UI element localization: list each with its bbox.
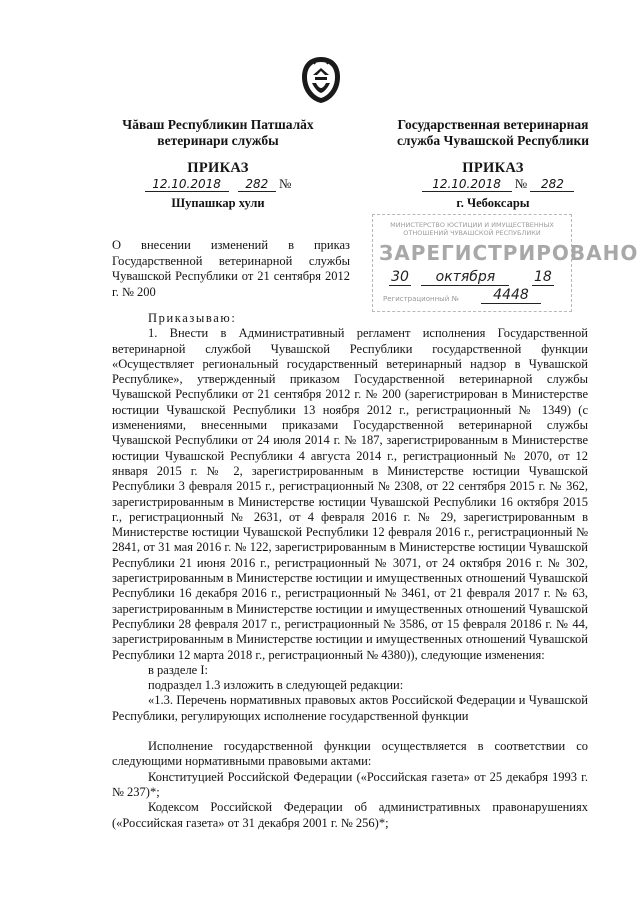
right-order-number: 282 xyxy=(530,177,574,192)
left-order-word: ПРИКАЗ xyxy=(187,160,249,176)
right-order-word: ПРИКАЗ xyxy=(462,160,524,176)
stamp-reg-number: 4448 xyxy=(481,287,541,304)
stamp-reg-label: Регистрационный № xyxy=(383,295,459,303)
right-org-line-2: служба Чувашской Республики xyxy=(396,133,590,148)
left-org-line-1: Чăваш Республикин Патшалăх xyxy=(122,117,314,132)
stamp-date-month: октября xyxy=(421,269,509,286)
paragraph-spacer xyxy=(112,724,588,739)
right-number-sign: № xyxy=(514,176,528,191)
stamp-date-day: 30 xyxy=(389,269,411,286)
right-org-line-1: Государственная ветеринарная xyxy=(397,117,589,132)
paragraph-acts-intro: Исполнение государственной функции осуществляется в соответствии со следующими нормативными правовыми актами: xyxy=(112,739,588,769)
stamp-date xyxy=(389,269,554,286)
stamp-status: ЗАРЕГИСТРИРОВАНО xyxy=(379,241,639,265)
right-org-name xyxy=(388,117,598,149)
paragraph-1-3-heading: «1.3. Перечень нормативных правовых актов Российской Федерации и Чувашской Республики, регулирующих исполнение государственной функции xyxy=(112,693,588,723)
left-number-sign: № xyxy=(279,176,292,191)
left-order-date: 12.10.2018 xyxy=(145,177,229,192)
right-city: г. Чебоксары xyxy=(456,196,530,210)
order-word: Приказываю: xyxy=(148,311,237,325)
paragraph-1: 1. Внести в Административный регламент исполнения Государственной ветеринарной службой Чувашской Республики государственной функции «Осуществляет региональный государственный ветеринарный надзор в Чувашской Республике», утвержденный приказом Государственной ветеринарной службы Чувашской Республики от 21 сентября 2012 г. № 200 (зарегистрирован в Министерстве юстиции Чувашской Республики 13 ноября 2012 г., регистрационный № 1349) (с изменениями, внесенными приказами Государственной ветеринарной службы Чувашской Республики от 24 июля 2014 г. № 187, зарегистрированным в Министерстве юстиции Чувашской Республики 4 августа 2014 г., регистрационный № 2070, от 12 января 2015 г. № 2, зарегистрированным в Министерстве юстиции Чувашской Республики 3 февраля 2015 г., регистрационный № 2308, от 22 сентября 2015 г. № 362, зарегистрированным в Министерстве юстиции Чувашской Республики 16 октября 2015 г., регистрационный № 2631, от 4 февраля 2016 г. № 29, зарегистрированным в Министерстве юстиции Чувашской Республики 12 февраля 2016 г., регистрационный № 2841, от 31 мая 2016 г. № 122, зарегистрированным в Министерстве юстиции Чувашской Республики 21 июня 2016 г., регистрационный № 3071, от 24 октября 2016 г. № 302, зарегистрированным в Министерстве юстиции и имущественных отношений Чувашской Республики 16 декабря 2016 г., регистрационный № 3461, от 21 февраля 2017 г. № 63, зарегистрированным в Министерстве юстиции и имущественных отношений Чувашской Республики 28 февраля 2017 г., регистрационный № 3586, от 15 февраля 20186 г. № 44, зарегистрированным в Министерстве юстиции и имущественных отношений Чувашской Республики 12 марта 2018 г., регистрационный № 4380)), следующие изменения: xyxy=(112,326,588,662)
paragraph-koap: Кодексом Российской Федерации об административных правонарушениях («Российская газета» от 31 декабря 2001 г. № 256)*; xyxy=(112,800,588,830)
right-order-date: 12.10.2018 xyxy=(422,177,512,192)
left-org-name xyxy=(118,117,318,149)
left-date-number xyxy=(118,176,318,192)
registration-stamp xyxy=(372,214,639,312)
order-body xyxy=(112,311,588,831)
stamp-date-year: 18 xyxy=(532,269,554,286)
left-org-line-2: ветеринари службы xyxy=(157,133,279,148)
left-city: Шупашкар хули xyxy=(171,196,265,210)
left-order-number: 282 xyxy=(238,177,276,192)
stamp-org-line: МИНИСТЕРСТВО ЮСТИЦИИ И ИМУЩЕСТВЕННЫХ ОТНОШЕНИЙ ЧУВАШСКОЙ РЕСПУБЛИКИ xyxy=(390,221,554,237)
paragraph-subsection: подраздел 1.3 изложить в следующей редакции: xyxy=(148,678,404,693)
right-date-number xyxy=(398,176,598,192)
paragraph-constitution: Конституцией Российской Федерации («Российская газета» от 25 декабря 1993 г. № 237)*; xyxy=(112,769,588,799)
paragraph-section: в разделе I: xyxy=(148,662,208,677)
chuvash-emblem-icon xyxy=(299,55,343,105)
order-title: О внесении изменений в приказ Государственной ветеринарной службы Чувашской Республики от 21 сентября 2012 г. № 200 xyxy=(112,238,350,299)
